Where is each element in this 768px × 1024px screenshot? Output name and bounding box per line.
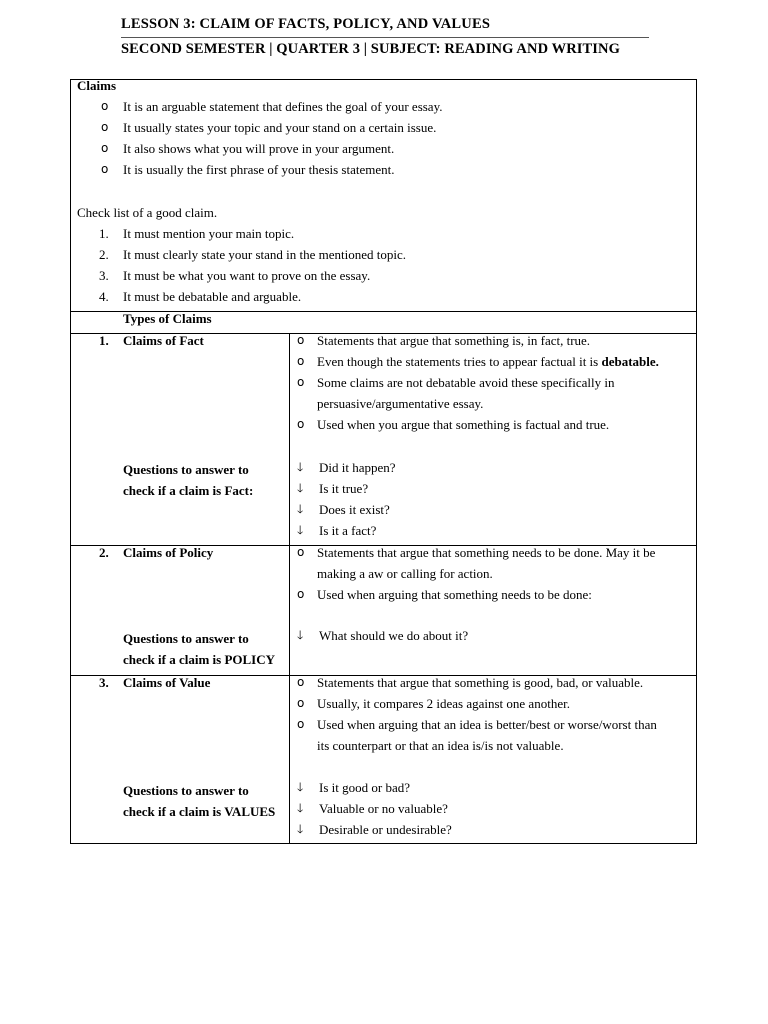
claims-bullet: It also shows what you will prove in your argument. — [123, 141, 395, 156]
arrow-down-icon: 🡓 — [297, 822, 304, 836]
claims-bullet: It is usually the first phrase of your thesis statement. — [123, 162, 395, 177]
bullet-icon: o — [297, 717, 305, 731]
type-number: 2. — [99, 545, 109, 560]
policy-description: Statements that argue that something needs to be done. May it be — [317, 545, 656, 560]
policy-description: Used when arguing that something needs to be done: — [317, 587, 592, 602]
bullet-icon: o — [101, 120, 109, 134]
lesson-subtitle: SECOND SEMESTER | QUARTER 3 | SUBJECT: READING AND WRITING — [121, 41, 620, 57]
bullet-icon: o — [297, 587, 305, 601]
bullet-icon: o — [297, 375, 305, 389]
arrow-down-icon: 🡓 — [297, 801, 304, 815]
fact-description: Some claims are not debatable avoid these specifically in — [317, 375, 615, 390]
value-question: Valuable or no valuable? — [319, 801, 448, 816]
questions-label: check if a claim is Fact: — [123, 483, 254, 498]
bullet-icon: o — [297, 354, 305, 368]
bullet-icon: o — [101, 99, 109, 113]
types-heading: Types of Claims — [123, 311, 212, 326]
fact-question: Is it a fact? — [319, 523, 377, 538]
questions-label: Questions to answer to — [123, 462, 249, 477]
table-column-divider — [289, 333, 290, 844]
fact-description: persuasive/argumentative essay. — [317, 396, 484, 411]
value-question: Is it good or bad? — [319, 780, 410, 795]
checklist-number: 3. — [99, 268, 109, 283]
checklist-intro: Check list of a good claim. — [77, 205, 218, 220]
bullet-icon: o — [297, 696, 305, 710]
checklist-item: It must be debatable and arguable. — [123, 289, 302, 304]
arrow-down-icon: 🡓 — [297, 780, 304, 794]
claims-bullet: It usually states your topic and your stand on a certain issue. — [123, 120, 437, 135]
bullet-icon: o — [101, 141, 109, 155]
checklist-number: 4. — [99, 289, 109, 304]
value-description: Usually, it compares 2 ideas against one another. — [317, 696, 570, 711]
arrow-down-icon: 🡓 — [297, 481, 304, 495]
claims-heading: Claims — [77, 78, 116, 93]
policy-question: What should we do about it? — [319, 628, 469, 643]
questions-label: check if a claim is POLICY — [123, 652, 276, 667]
arrow-down-icon: 🡓 — [297, 628, 304, 642]
value-description: Statements that argue that something is good, bad, or valuable. — [317, 675, 644, 690]
checklist-number: 1. — [99, 226, 109, 241]
fact-description: Statements that argue that something is, in fact, true. — [317, 333, 591, 348]
header-divider — [121, 37, 649, 38]
bullet-icon: o — [297, 545, 305, 559]
bullet-icon: o — [297, 417, 305, 431]
claims-bullet: It is an arguable statement that defines the goal of your essay. — [123, 99, 443, 114]
fact-question: Does it exist? — [319, 502, 390, 517]
value-question: Desirable or undesirable? — [319, 822, 452, 837]
checklist-item: It must be what you want to prove on the essay. — [123, 268, 371, 283]
type-number: 1. — [99, 333, 109, 348]
checklist-item: It must clearly state your stand in the mentioned topic. — [123, 247, 407, 262]
lesson-title: LESSON 3: CLAIM OF FACTS, POLICY, AND VALUES — [121, 16, 491, 32]
type-name-fact: Claims of Fact — [123, 333, 204, 348]
checklist-number: 2. — [99, 247, 109, 262]
arrow-down-icon: 🡓 — [297, 502, 304, 516]
fact-description: Even though the statements tries to appear factual it is debatable. — [317, 354, 659, 369]
value-description: its counterpart or that an idea is/is not valuable. — [317, 738, 564, 753]
type-name-policy: Claims of Policy — [123, 545, 214, 560]
checklist-item: It must mention your main topic. — [123, 226, 295, 241]
bullet-icon: o — [297, 675, 305, 689]
value-description: Used when arguing that an idea is better/best or worse/worst than — [317, 717, 657, 732]
arrow-down-icon: 🡓 — [297, 523, 304, 537]
questions-label: Questions to answer to — [123, 783, 249, 798]
fact-question: Is it true? — [319, 481, 369, 496]
type-number: 3. — [99, 675, 109, 690]
questions-label: check if a claim is VALUES — [123, 804, 276, 819]
type-name-value: Claims of Value — [123, 675, 211, 690]
questions-label: Questions to answer to — [123, 631, 249, 646]
arrow-down-icon: 🡓 — [297, 460, 304, 474]
bullet-icon: o — [101, 162, 109, 176]
fact-description: Used when you argue that something is factual and true. — [317, 417, 610, 432]
bullet-icon: o — [297, 333, 305, 347]
fact-question: Did it happen? — [319, 460, 396, 475]
policy-description: making a aw or calling for action. — [317, 566, 493, 581]
